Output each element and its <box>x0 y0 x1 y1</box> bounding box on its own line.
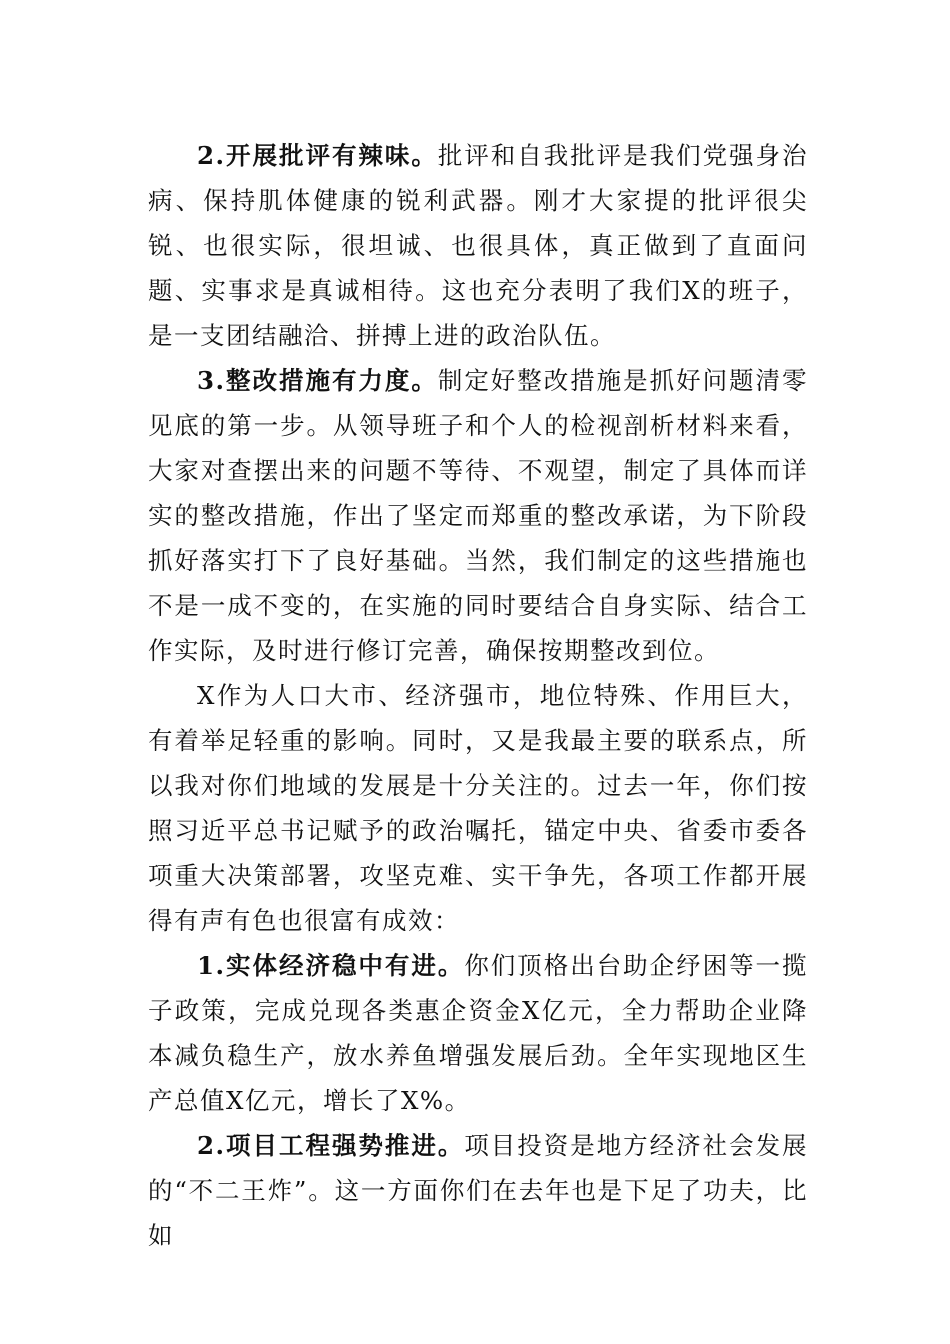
paragraph-text: 制定好整改措施是抓好问题清零见底的第一步。从领导班子和个人的检视剖析材料来看，大家对查摆出来的问题不等待、不观望，制定了具体而详实的整改措施，作出了坚定而郑重的整改承诺，为下阶段抓好落实打下了良好基础。当然，我们制定的这些措施也不是一成不变的，在实施的同时要结合自身实际、结合工作实际，及时进行修订完善，确保按期整改到位。 <box>148 366 809 665</box>
paragraph-text: 你们顶格出台助企纾困等一揽子政策，完成兑现各类惠企资金X亿元，全力帮助企业降本减负稳生产，放水养鱼增强发展后劲。全年实现地区生产总值X亿元，增长了X%。 <box>148 951 809 1115</box>
paragraph-economy <box>148 943 808 1123</box>
paragraph-projects <box>148 1123 808 1258</box>
paragraph-heading: 1.实体经济稳中有进。 <box>197 951 465 980</box>
paragraph-heading: 2.开展批评有辣味。 <box>197 141 438 170</box>
paragraph-text: 项目投资是地方经济社会发展的“不二王炸”。这一方面你们在去年也是下足了功夫，比如 <box>148 1131 809 1250</box>
paragraph-text: X作为人口大市、经济强市，地位特殊、作用巨大，有着举足轻重的影响。同时，又是我最主要的联系点，所以我对你们地域的发展是十分关注的。过去一年，你们按照习近平总书记赋予的政治嘱托，锚定中央、省委市委各项重大决策部署，攻坚克难、实干争先，各项工作都开展得有声有色也很富有成效： <box>148 681 808 935</box>
paragraph-rectification <box>148 358 808 673</box>
paragraph-heading: 2.项目工程强势推进。 <box>197 1131 465 1160</box>
paragraph-overview <box>148 673 808 943</box>
document-body <box>148 133 808 1258</box>
paragraph-text: 批评和自我批评是我们党强身治病、保持肌体健康的锐利武器。刚才大家提的批评很尖锐、也很实际，很坦诚、也很具体，真正做到了直面问题、实事求是真诚相待。这也充分表明了我们X的班子，是一支团结融洽、拼搏上进的政治队伍。 <box>148 141 809 350</box>
paragraph-criticism <box>148 133 808 358</box>
paragraph-heading: 3.整改措施有力度。 <box>197 366 438 395</box>
